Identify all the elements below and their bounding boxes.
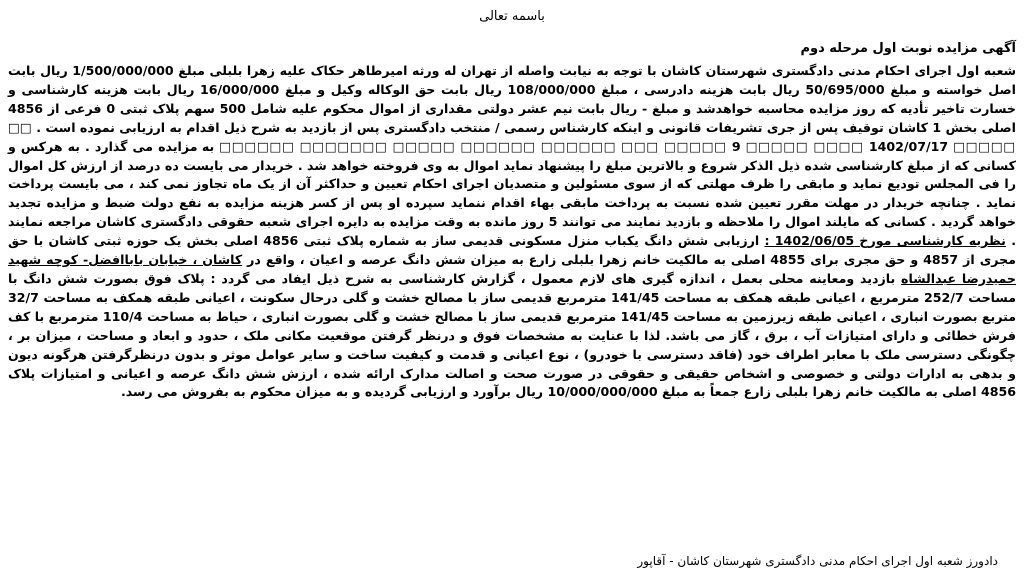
garbled-text-3: □□□□□ □□□ □□□□□□ □□□□□□ □□□□□ □□□□□□□ □□□□□□ bbox=[219, 138, 727, 154]
paragraph-claim: شعبه اول اجرای احکام مدنی دادگستری شهرستان کاشان با توجه به نیابت واصله از تهران له ورثه امیرطاهر حکاک علیه زهرا بلبلی مبلغ 1/500/000/000 ریال بابت اصل خواسته و مبلغ 50/695/000 ریال بابت هزینه دادرسی ، مبلغ 108/000/000 ریال بابت حق الوکاله وکیل و مبلغ 16/000/000 ریال بابت هزینه کارشناسی و خسارت تاخیر تأدیه که روز مزایده محاسبه خواهدشد و مبلغ - ریال بابت نیم عشر دولتی مقداری از اموال محکوم علیه شامل 500 سهم پلاک ثبتی 0 فرعی از 4856 اصلی بخش 1 کاشان توقیف پس از جری تشریفات قانونی و اینکه کارشناس رسمی / منتخب دادگستری پس از بازدید به شرح ذیل اقدام به ارزیابی نموده است . bbox=[8, 63, 1016, 135]
property-location: کاشان ، خیابان باباافضل- کوچه شهید حمیدرضا عبدالشاه bbox=[8, 252, 1016, 286]
heading: باسمه تعالی bbox=[479, 9, 545, 24]
report-heading: نظریه کارشناسی مورخ 1402/06/05 : bbox=[764, 233, 1006, 249]
ad-title: آگهی مزایده نوبت اول مرحله دوم bbox=[800, 41, 1016, 56]
paragraph-report-b: بازدید ومعاینه محلی بعمل ، اندازه گیری های لازم معمول ، گزارش کارشناسی به شرح ذیل ایفاد می گردد : پلاک فوق بصورت شش دانگ با مساحت 252/7 مترمربع ، اعیانی طبقه همکف به مساحت 141/45 مترمربع قدیمی ساز با مصالح خشت و گلی درحال سکونت ، اعیانی طبقه همکف به مساحت 32/7 متربع بصورت انباری ، اعیانی طبقه زیرزمین به مساحت 141/45 مترمربع قدیمی ساز با مصالح خشت و گلی بصورت انباری ، حیاط به مساحت 110/4 مترمربع با کف فرش خطائی و دارای امتیازات آب ، برق ، گاز می باشد. لذا با عنایت به مشخصات فوق و درنظر گرفتن موقعیت مکانی ملک ، حدود و ابعاد و مساحت ، میزان بر ، چگونگی دسترسی ملک با معابر اطراف خود (فاقد دسترسی با خودرو) ، نوع اعیانی و قدمت و کیفیت ساخت و سایر عوامل موثر و بدون درنظرگرفتن هرگونه دیون و بدهی به ادارات دولتی و خصوصی و اشخاص حقیقی و حقوقی در صورت صحت و اصالت مدارک ارائه شده ، ارزش شش دانگ عرصه و اعیانی و امتیازات پلاک 4856 اصلی به مالکیت خانم زهرا بلبلی زارع جمعاً به مبلغ 10/000/000/000 ریال برآورد و ارزیابی گردیده و به میزان محکوم به بفروش می رسد. bbox=[8, 270, 1017, 400]
footer-signature: دادورز شعبه اول اجرای احکام مدنی دادگستری شهرستان کاشان - آقاپور bbox=[637, 554, 998, 568]
paragraph-report-a: ارزیابی شش دانگ یکباب منزل مسکونی قدیمی ساز به شماره پلاک ثبتی 4856 اصلی بخش یک حوزه ثبتی کاشان با حق مجری از 4857 و حق مجری برای 4855 اصلی به مالکیت خانم زهرا بلبلی زارع به میزان شش دانگ عرصه و اعیان ، واقع در bbox=[8, 233, 1016, 268]
auction-hour: 9 bbox=[731, 138, 741, 154]
notice-body bbox=[8, 62, 1016, 402]
garbled-text-2: □□□□ □□□□□ bbox=[745, 138, 864, 154]
paragraph-terms: به مزایده می گذارد . به هرکس و کسانی که از مبلغ کارشناسی شده ذیل الذکر شروع و بالاترین مبلغ را پیشنهاد نماید اموال به وی فروخته خواهد شد . خریدار می بایست ده درصد از ارزش کل اموال را فی المجلس تودیع نماید و مابقی را ظرف مهلتی که از سوی مسئولین و متصدیان اجرای احکام تعیین و حداکثر آن از یک ماه تجاوز نمی کند ، می بایست پرداخت نماید . چنانچه خریدار در مهلت مقرر تعیین شده نسبت به پرداخت مابقی بهاء اقدام ننماید سپرده او پس از کسر هزینه مزایده به نفع دولت ضبط و مزایده تجدید خواهد گردید . کسانی که مایلند اموال را ملاحظه و بازدید نمایند می توانند 5 روز مانده به وقت مزایده به دایره اجرای شعبه حقوقی دادگستری کاشان مراجعه نمایند . bbox=[8, 138, 1017, 249]
auction-date: 1402/07/17 bbox=[868, 138, 949, 154]
garbled-text-1: □□ □□□□□ bbox=[8, 119, 1016, 154]
